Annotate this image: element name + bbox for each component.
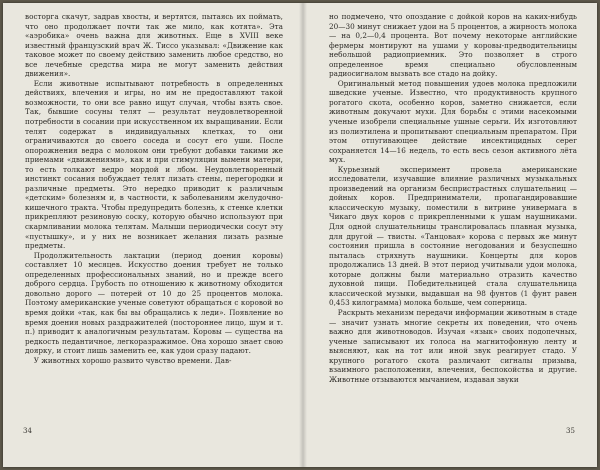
right-page [305, 3, 597, 467]
left-page [3, 3, 301, 467]
book-spread [3, 3, 597, 467]
page-number: 34 [23, 427, 32, 435]
paragraph: Курьезный эксперимент провела американские исследователи, изучавшие влияние различных музыкальных произведений на организм беспристрастных слушательниц — дойных коров. Предприниматели, пропагандировавшие классическую музыку, поместили в витрине универмага в Чикаго двух коров с прикрепленными к ушам наушниками. Для одной слушательницы транслировалась плавная музыка, для другой — твисты. «Танцовая» корова с первых же минут состояния пришла в состояние негодования и безуспешно пыталась стряхнуть наушники. Концерты для коров продолжались 13 дней. В этот период учитывали удои молока, которые должны были материально отразить качество духовной пищи. Победительницей стала слушательница классической музыки, выдавшая на 98 фунтов (1 фунт равен 0,453 килограмма) молока больше, чем соперница. [329, 164, 577, 308]
paragraph: Раскрыть механизм передачи информации животным в стаде — значит узнать многие секреты их поведения, что очень важно для животноводов. Изучая «язык» своих подопечных, ученые записывают их голоса на магнитофонную ленту и выясняют, как на тот или иной звук реагирует стадо. У крупного рогатого скота различают сигналы призыва, взаимного расположения, влечения, беспокойства и другие. Животные отзываются мычанием, издавая звуки [329, 307, 577, 384]
paragraph: Продолжительность лактации (период доения коровы) составляет 10 месяцев. Искусство доения требует не только определенных профессиональных знаний, но и прежде всего доброго сердца. Грубость по отношению к животному обходится довольно дорого — потерей от 10 до 25 процентов молока. Поэтому американские ученые советуют обращаться с коровой во время дойки «так, как бы вы обращались к леди». Появление во время доения новых раздражителей (постороннее лицо, шум и т. п.) приводит к аналогичным результатам. Коровы — существа на редкость педантичное, легкоразражимое. Она хорошо знает свою доярку, и стоит лишь заменить ее, как удои сразу падают. [25, 250, 283, 356]
left-page-text [25, 12, 283, 365]
right-page-text [329, 12, 577, 384]
paragraph: восторга скачут, задрав хвосты, и вертятся, пытаясь их поймать, что оно продолжает почти так же мило, как котята». Эта «аэробика» очень важна для животных. Еще в XVIII веке известный французский врач Ж. Тиссо указывал: «Движение как таковое может по своему действию заменить любое средство, но все лечебные средства мира не могут заменить действия движения». [25, 12, 283, 79]
paragraph: Оригинальный метод повышения удоев молока предложили шведские ученые. Известно, что продуктивность крупного рогатого скота, особенно коров, заметно снижается, если животным докучают мухи. Для борьбы с этими насекомыми ученые изобрели специальные ушные серьги. Их изготовляют из полиэтилена и пропитывают специальным препаратом. При этом отпугивающее действие инсектицидных серег сохраняется 14—16 недель, то есть весь сезон активного лёта мух. [329, 78, 577, 165]
page-number: 35 [566, 427, 575, 435]
paragraph: Если животные испытывают потребность в определенных действиях, влечения и игры, но им не предоставляют такой возможности, то они все равно ищут случая, чтобы взять свое. Так, бывшие сосуны телят — результат неудовлетворенной потребности в сосании при искусственном их выращивании. Если телят содержат в индивидуальных клетках, то они ограничиваются до своего соседа и сосут его уши. После опорожнения ведра с молоком они требуют добавки такими же приемами «движениями», как и при стимуляции вымени матери, то есть толкают ведро мордой и лбом. Неудовлетворенный инстинкт сосания побуждает телят лизать стены, перегородки и различные предметы. Это нередко приводит к различным «детским» болезням и, в частности, к заболеваниям желудочно-кишечного тракта. Чтобы предупредить болезнь, к стенке клетки прикрепляют резиновую соску, которую обычно используют при скармливании молока телятам. Малыши периодически сосут эту «пустышку», и у них не возникает желания лизать разные предметы. [25, 78, 283, 251]
paragraph: У животных хорошо развито чувство времени. Дав- [33, 355, 232, 365]
paragraph: но подмечено, что опоздание с дойкой коров на каких-нибудь 20—30 минут снижает удои на 5 процентов, а жирность молока — на 0,2—0,4 процента. Вот почему некоторые английские фермеры монтируют на ушами у коровы-предводительницы небольшой радиоприемник. Это позволяет в строго определенное время специально обусловленным радиосигналом вызвать все стадо на дойку. [329, 12, 577, 79]
